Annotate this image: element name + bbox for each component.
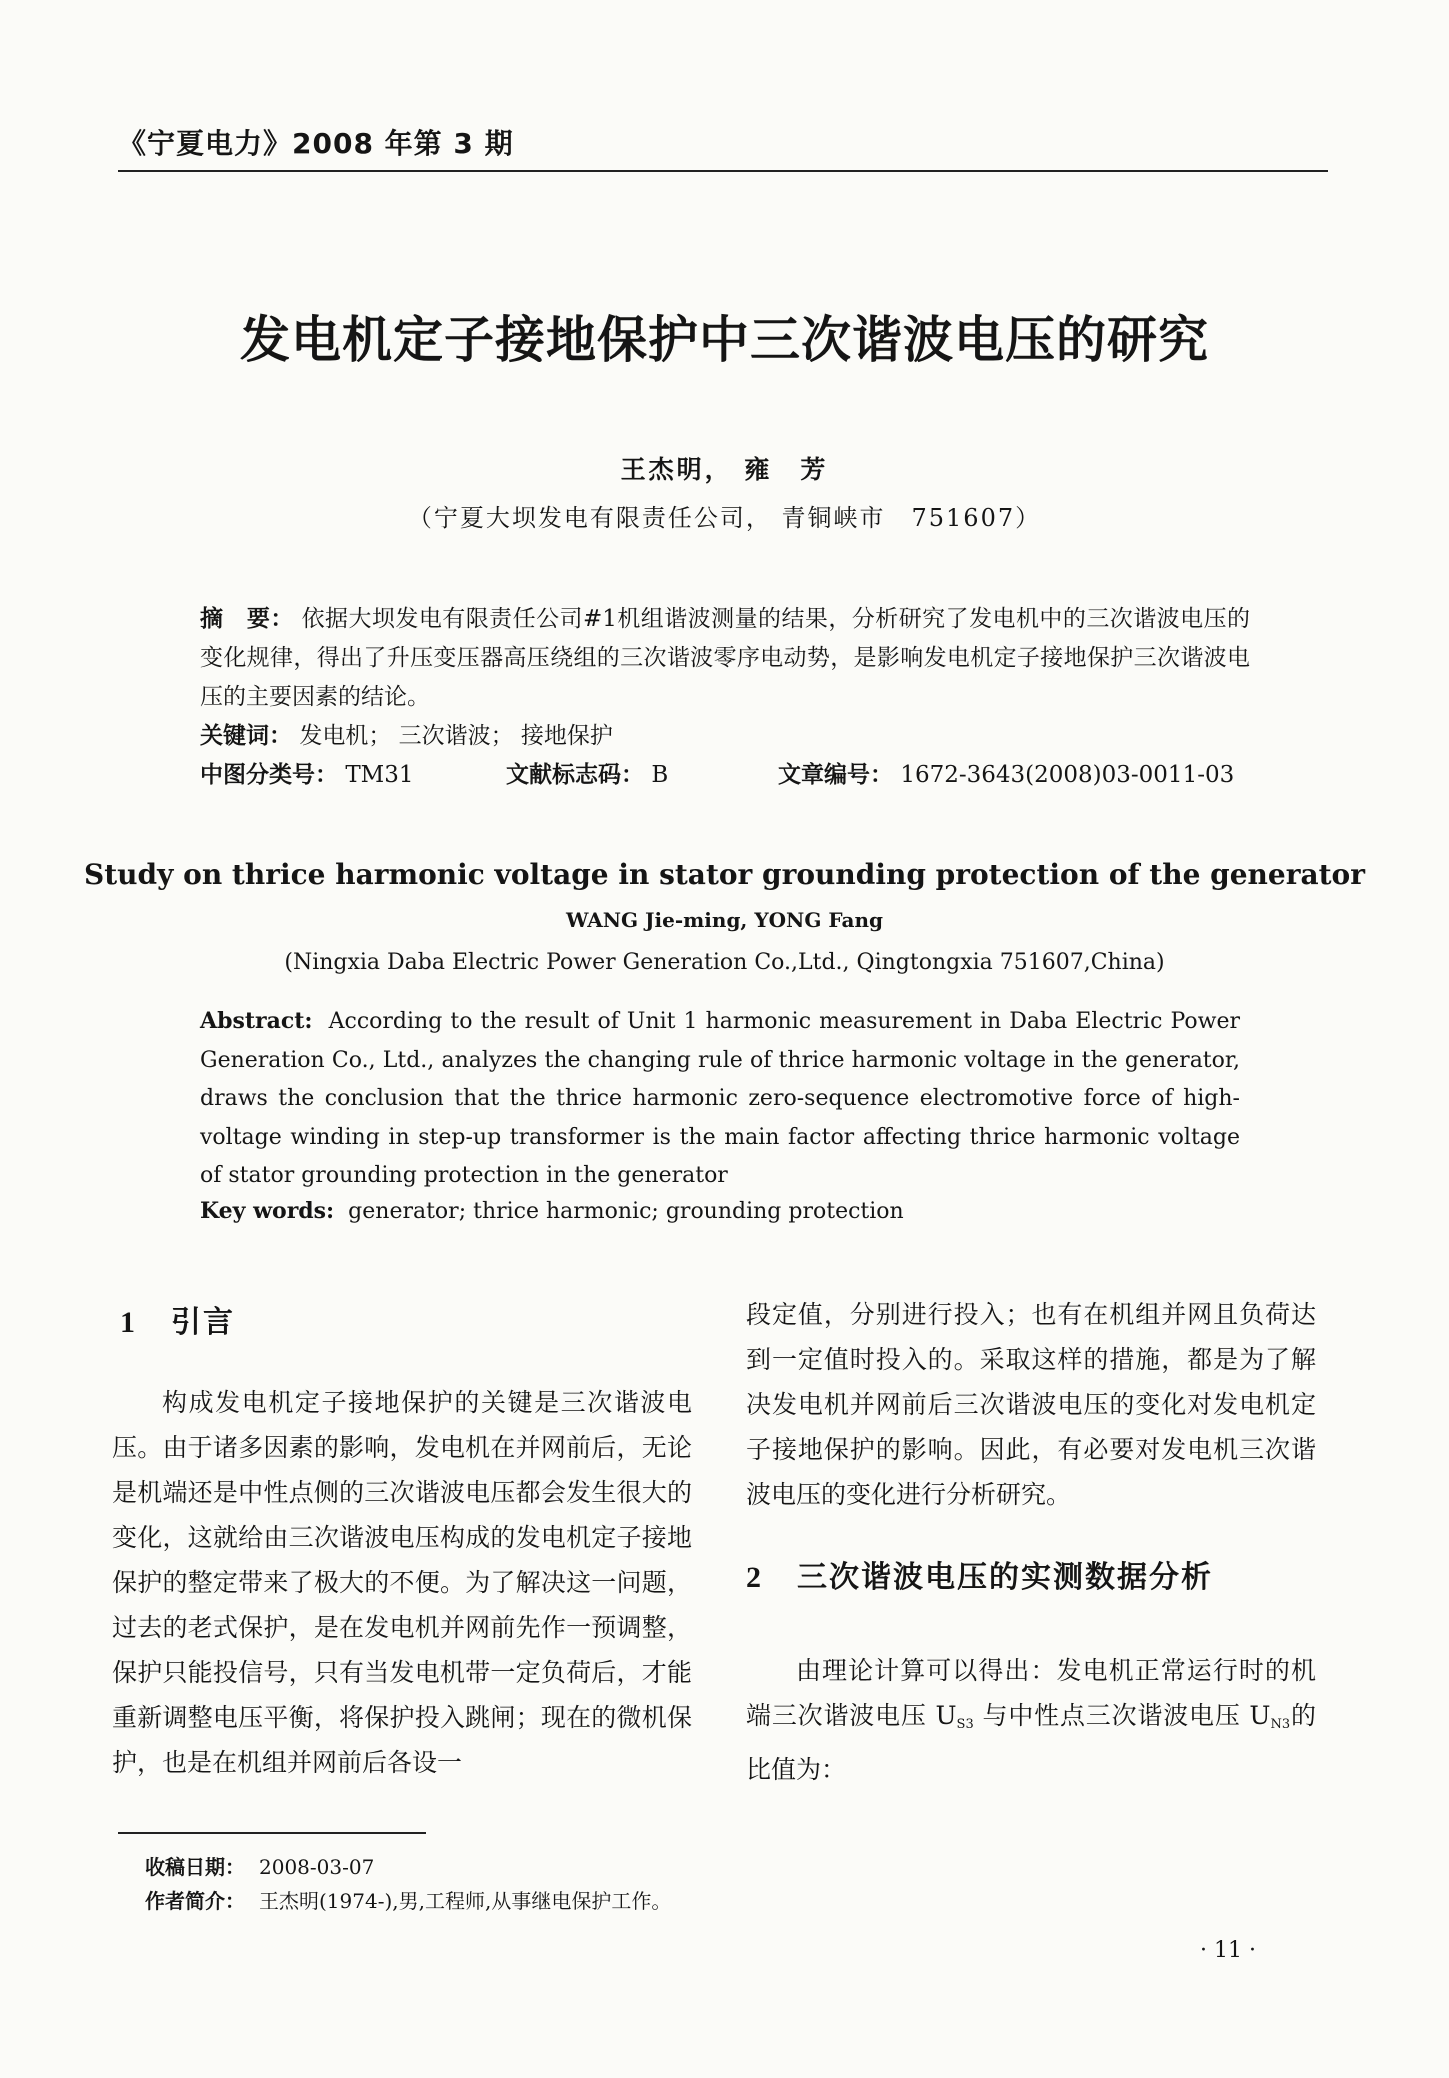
section-1-paragraph: 构成发电机定子接地保护的关键是三次谐波电压。由于诸多因素的影响，发电机在并网前后，无论是机端还是中性点侧的三次谐波电压都会发生很大的变化，这就给由三次谐波电压构成的发电机定子接地保护的整定带来了极大的不便。为了解决这一问题，过去的老式保护，是在发电机并网前先作一预调整，保护只能投信号，只有当发电机带一定负荷后，才能重新调整电压平衡，将保护投入跳闸；现在的微机保护，也是在机组并网前后各设一 [112, 1388, 692, 1777]
author-list-en: WANG Jie-ming, YONG Fang [566, 908, 883, 932]
received-value: 2008-03-07 [259, 1855, 375, 1879]
paper-title: 发电机定子接地保护中三次谐波电压的研究 [240, 311, 1209, 369]
footnote-author-bio [145, 1886, 671, 1916]
article-no-label: 文章编号： [778, 762, 893, 788]
section-2-title: 三次谐波电压的实测数据分析 [797, 1560, 1213, 1595]
clc-value: TM31 [345, 762, 414, 788]
keywords-cn [200, 717, 1250, 756]
section-2-number: 2 [746, 1561, 763, 1594]
section-1-title: 引言 [171, 1305, 235, 1340]
section-1-paragraph-continued: 段定值，分别进行投入；也有在机组并网且负荷达到一定值时投入的。采取这样的措施，都是为了解决发电机并网前后三次谐波电压的变化对发电机定子接地保护的影响。因此，有必要对发电机三次谐波电压的变化进行分析研究。 [746, 1300, 1316, 1509]
header-rule [118, 170, 1328, 172]
footnote-received [145, 1852, 374, 1882]
classification-line [200, 756, 1260, 795]
section-2-text-c: 的比值为： [746, 1701, 1316, 1784]
section-2-heading [746, 1552, 1213, 1596]
keywords-cn-label: 关键词： [200, 723, 292, 749]
doc-code-label: 文献标志码： [506, 762, 644, 788]
section-2-text-b: 与中性点三次谐波电压 U [973, 1701, 1271, 1730]
article-no-group [778, 756, 1234, 795]
abstract-en [200, 1002, 1240, 1196]
subscript-n3: N3 [1270, 1717, 1291, 1732]
article-no-value: 1672-3643(2008)03-0011-03 [900, 762, 1235, 788]
page-number: · 11 · [1200, 1938, 1256, 1963]
keywords-cn-text: 发电机； 三次谐波； 接地保护 [299, 723, 613, 749]
section-2-text-a: 由理论计算可以得出：发电机正常运行时的机端三次谐波电压 U [746, 1656, 1316, 1730]
footnote-rule [118, 1832, 426, 1834]
abstract-cn-text: 依据大坝发电有限责任公司#1机组谐波测量的结果，分析研究了发电机中的三次谐波电压的变化规律，得出了升压变压器高压绕组的三次谐波零序电动势，是影响发电机定子接地保护三次谐波电压的主要因素的结论。 [200, 606, 1251, 710]
section-1-number: 1 [120, 1306, 137, 1339]
affiliation-en: (Ningxia Daba Electric Power Generation Co.,Ltd., Qingtongxia 751607,China) [284, 950, 1165, 975]
running-head: 《宁夏电力》2008 年第 3 期 [118, 127, 514, 160]
received-label: 收稿日期： [145, 1855, 245, 1879]
keywords-en [200, 1192, 1240, 1231]
section-1-heading [120, 1297, 235, 1341]
author-bio-value: 王杰明(1974-),男,工程师,从事继电保护工作。 [259, 1889, 672, 1913]
abstract-cn-label: 摘 要： [200, 606, 294, 632]
subscript-s3: S3 [956, 1717, 974, 1732]
section-2-paragraph [746, 1648, 1316, 1792]
abstract-en-text: According to the result of Unit 1 harmonic measurement in Daba Electric Power Generation Co., Ltd., analyzes the changing rule of thrice harmonic voltage in the generator, draws the conclusion that the thrice harmonic zero-sequence electromotive force of high-voltage winding in step-up transformer is the main factor affecting thrice harmonic voltage of stator grounding protection in the generator [200, 1009, 1240, 1188]
author-bio-label: 作者简介： [145, 1889, 245, 1913]
right-column [746, 1292, 1316, 1517]
doc-code-group [506, 756, 668, 795]
keywords-en-text: generator; thrice harmonic; grounding protection [348, 1199, 904, 1224]
paper-title-en: Study on thrice harmonic voltage in stator grounding protection of the generator [84, 858, 1365, 891]
doc-code-value: B [651, 762, 669, 788]
keywords-en-label: Key words: [200, 1198, 335, 1224]
clc-group [200, 756, 413, 795]
abstract-cn [200, 600, 1250, 717]
affiliation: （宁夏大坝发电有限责任公司， 青铜峡市 751607） [407, 504, 1042, 532]
abstract-en-label: Abstract: [200, 1008, 313, 1034]
clc-label: 中图分类号： [200, 762, 338, 788]
author-list: 王杰明， 雍 芳 [620, 455, 829, 484]
